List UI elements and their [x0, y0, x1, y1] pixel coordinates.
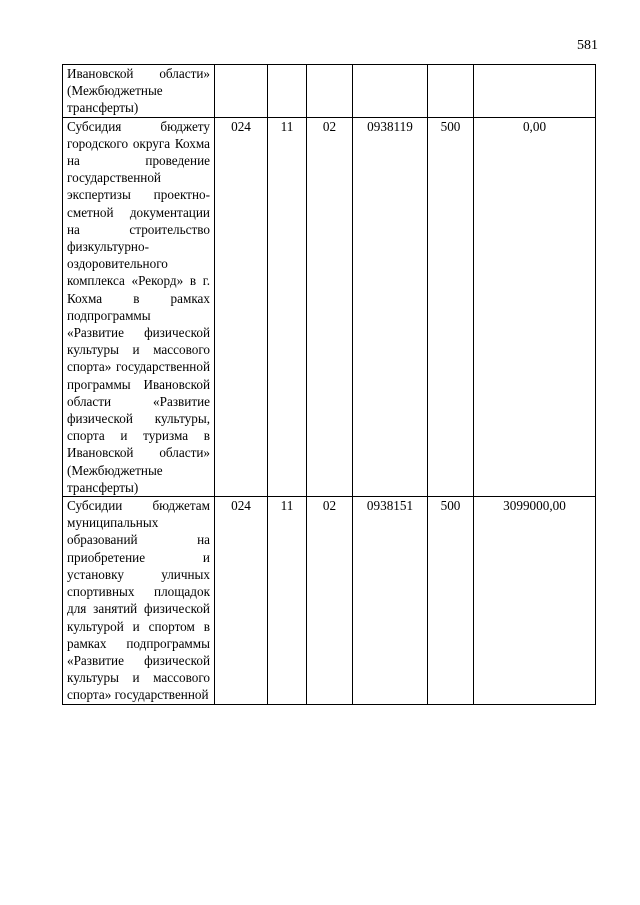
target-article-cell [353, 65, 428, 118]
amount-cell [474, 65, 596, 118]
admin-code-cell [215, 65, 268, 118]
target-article-cell: 0938151 [353, 497, 428, 704]
amount-cell: 0,00 [474, 117, 596, 496]
table-row [63, 65, 596, 118]
row-description: Субсидия бюджету городского округа Кохма на проведение государственной экспертизы проектно-сметной документации на строительство физкультурно-оздоровительного комплекса «Рекорд» в г. Кохма в рамках подпрограммы «Развитие физической культуры и массового спорта» государственной программы Ивановской области «Развитие физической культуры, спорта и туризма в Ивановской области» (Межбюджетные трансферты) [67, 118, 210, 495]
admin-code-cell: 024 [215, 497, 268, 704]
expense-type-cell: 500 [428, 497, 474, 704]
section-cell: 11 [268, 497, 307, 704]
row-description-cell [63, 117, 215, 496]
table-row [63, 117, 596, 496]
page-number: 581 [577, 38, 598, 53]
admin-code-cell: 024 [215, 117, 268, 496]
section-cell [268, 65, 307, 118]
row-description: Ивановской области» (Межбюджетные трансферты) [67, 66, 210, 116]
subsection-cell: 02 [307, 497, 353, 704]
table-row [63, 497, 596, 704]
row-description: Субсидии бюджетам муниципальных образований на приобретение и установку уличных спортивных площадок для занятий физической культурой и спортом в рамках подпрограммы «Развитие физической культуры и массового спорта» государственной [67, 498, 210, 703]
row-description-cell [63, 65, 215, 118]
subsection-cell [307, 65, 353, 118]
row-description-cell [63, 497, 215, 704]
budget-table [62, 64, 596, 705]
subsection-cell: 02 [307, 117, 353, 496]
expense-type-cell [428, 65, 474, 118]
amount-cell: 3099000,00 [474, 497, 596, 704]
expense-type-cell: 500 [428, 117, 474, 496]
target-article-cell: 0938119 [353, 117, 428, 496]
section-cell: 11 [268, 117, 307, 496]
